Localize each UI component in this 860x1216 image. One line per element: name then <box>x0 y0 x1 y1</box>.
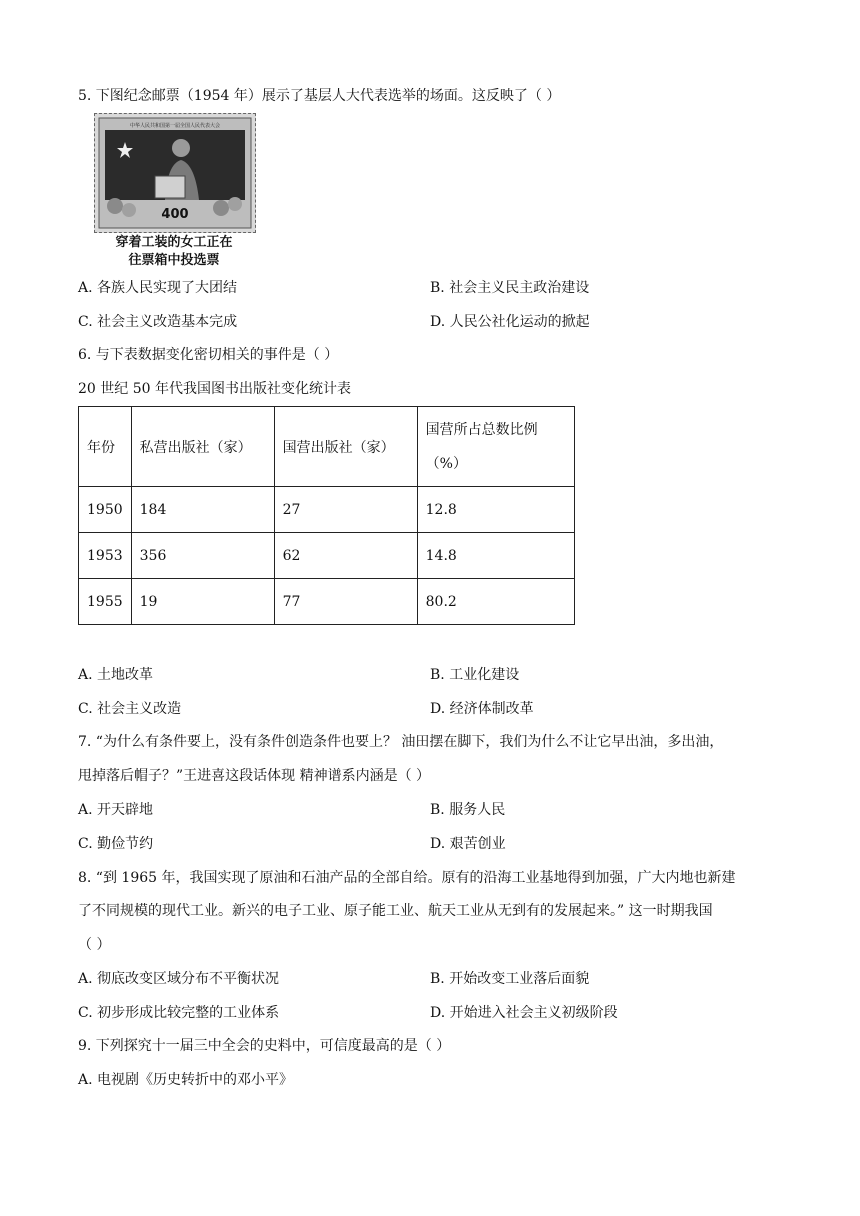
cell-private: 184 <box>131 487 274 533</box>
q7-option-b[interactable]: B. 服务人民 <box>430 802 506 818</box>
cell-private: 19 <box>131 579 274 625</box>
stamp-top-text: 中华人民共和国第一届全国人民代表大会 <box>129 123 221 129</box>
commemorative-stamp-image <box>94 113 256 233</box>
stamp-illustration <box>95 114 255 232</box>
q8-option-d[interactable]: D. 开始进入社会主义初级阶段 <box>430 1005 618 1021</box>
q8-stem-line3: （ ） <box>78 937 111 953</box>
stamp-caption-line2: 往票箱中投选票 <box>128 253 220 268</box>
q5-option-c[interactable]: C. 社会主义改造基本完成 <box>78 314 238 330</box>
table-header-row <box>79 407 575 487</box>
cell-state: 27 <box>274 487 417 533</box>
table-row <box>79 533 575 579</box>
q9-option-a[interactable]: A. 电视剧《历史转折中的邓小平》 <box>78 1072 294 1088</box>
cell-ratio: 80.2 <box>417 579 574 625</box>
header-year: 年份 <box>79 407 132 487</box>
cell-year: 1950 <box>79 487 132 533</box>
q8-option-b[interactable]: B. 开始改变工业落后面貌 <box>430 971 590 987</box>
q8-option-c[interactable]: C. 初步形成比较完整的工业体系 <box>78 1005 280 1021</box>
cell-state: 77 <box>274 579 417 625</box>
q6-option-b[interactable]: B. 工业化建设 <box>430 667 520 683</box>
q8-stem-line2: 了不同规模的现代工业。新兴的电子工业、原子能工业、航天工业从无到有的发展起来。” 这一时期我国 <box>78 903 713 919</box>
q6-table-title: 20 世纪 50 年代我国图书出版社变化统计表 <box>78 381 351 397</box>
header-ratio-line1: 国营所占总数比例 <box>425 421 538 438</box>
publishers-table <box>78 406 575 625</box>
q7-stem-line1: 7. “为什么有条件要上，没有条件创造条件也要上？ 油田摆在脚下，我们为什么不让它早出油，多出油， <box>78 734 724 750</box>
q6-option-a[interactable]: A. 土地改革 <box>78 667 154 683</box>
q7-option-d[interactable]: D. 艰苦创业 <box>430 836 506 852</box>
q8-stem-line1: 8. “到 1965 年，我国实现了原油和石油产品的全部自给。原有的沿海工业基地得到加强，广大内地也新建 <box>78 870 736 886</box>
q6-option-c[interactable]: C. 社会主义改造 <box>78 701 182 717</box>
q7-option-a[interactable]: A. 开天辟地 <box>78 802 154 818</box>
q7-option-c[interactable]: C. 勤俭节约 <box>78 836 154 852</box>
table-row <box>79 579 575 625</box>
stamp-figure <box>84 113 264 273</box>
table-row <box>79 487 575 533</box>
q7-stem-line2: 甩掉落后帽子？”王进喜这段话体现 精神谱系内涵是（ ） <box>78 768 431 784</box>
q5-stem: 5. 下图纪念邮票（1954 年）展示了基层人大代表选举的场面。这反映了（ ） <box>78 88 561 104</box>
q5-option-d[interactable]: D. 人民公社化运动的掀起 <box>430 314 590 330</box>
header-private: 私营出版社（家） <box>131 407 274 487</box>
cell-ratio: 14.8 <box>417 533 574 579</box>
q5-option-b[interactable]: B. 社会主义民主政治建设 <box>430 280 590 296</box>
q8-option-a[interactable]: A. 彻底改变区域分布不平衡状况 <box>78 971 280 987</box>
cell-year: 1955 <box>79 579 132 625</box>
q9-stem: 9. 下列探究十一届三中全会的史料中，可信度最高的是（ ） <box>78 1038 451 1054</box>
q5-option-a[interactable]: A. 各族人民实现了大团结 <box>78 280 238 296</box>
header-ratio <box>417 407 574 487</box>
cell-year: 1953 <box>79 533 132 579</box>
cell-ratio: 12.8 <box>417 487 574 533</box>
cell-state: 62 <box>274 533 417 579</box>
header-ratio-line2: （%） <box>425 455 467 472</box>
stamp-caption-line1: 穿着工装的女工正在 <box>115 235 233 250</box>
header-state: 国营出版社（家） <box>274 407 417 487</box>
q6-stem: 6. 与下表数据变化密切相关的事件是（ ） <box>78 347 339 363</box>
stamp-value: 400 <box>161 207 189 222</box>
q6-option-d[interactable]: D. 经济体制改革 <box>430 701 534 717</box>
cell-private: 356 <box>131 533 274 579</box>
